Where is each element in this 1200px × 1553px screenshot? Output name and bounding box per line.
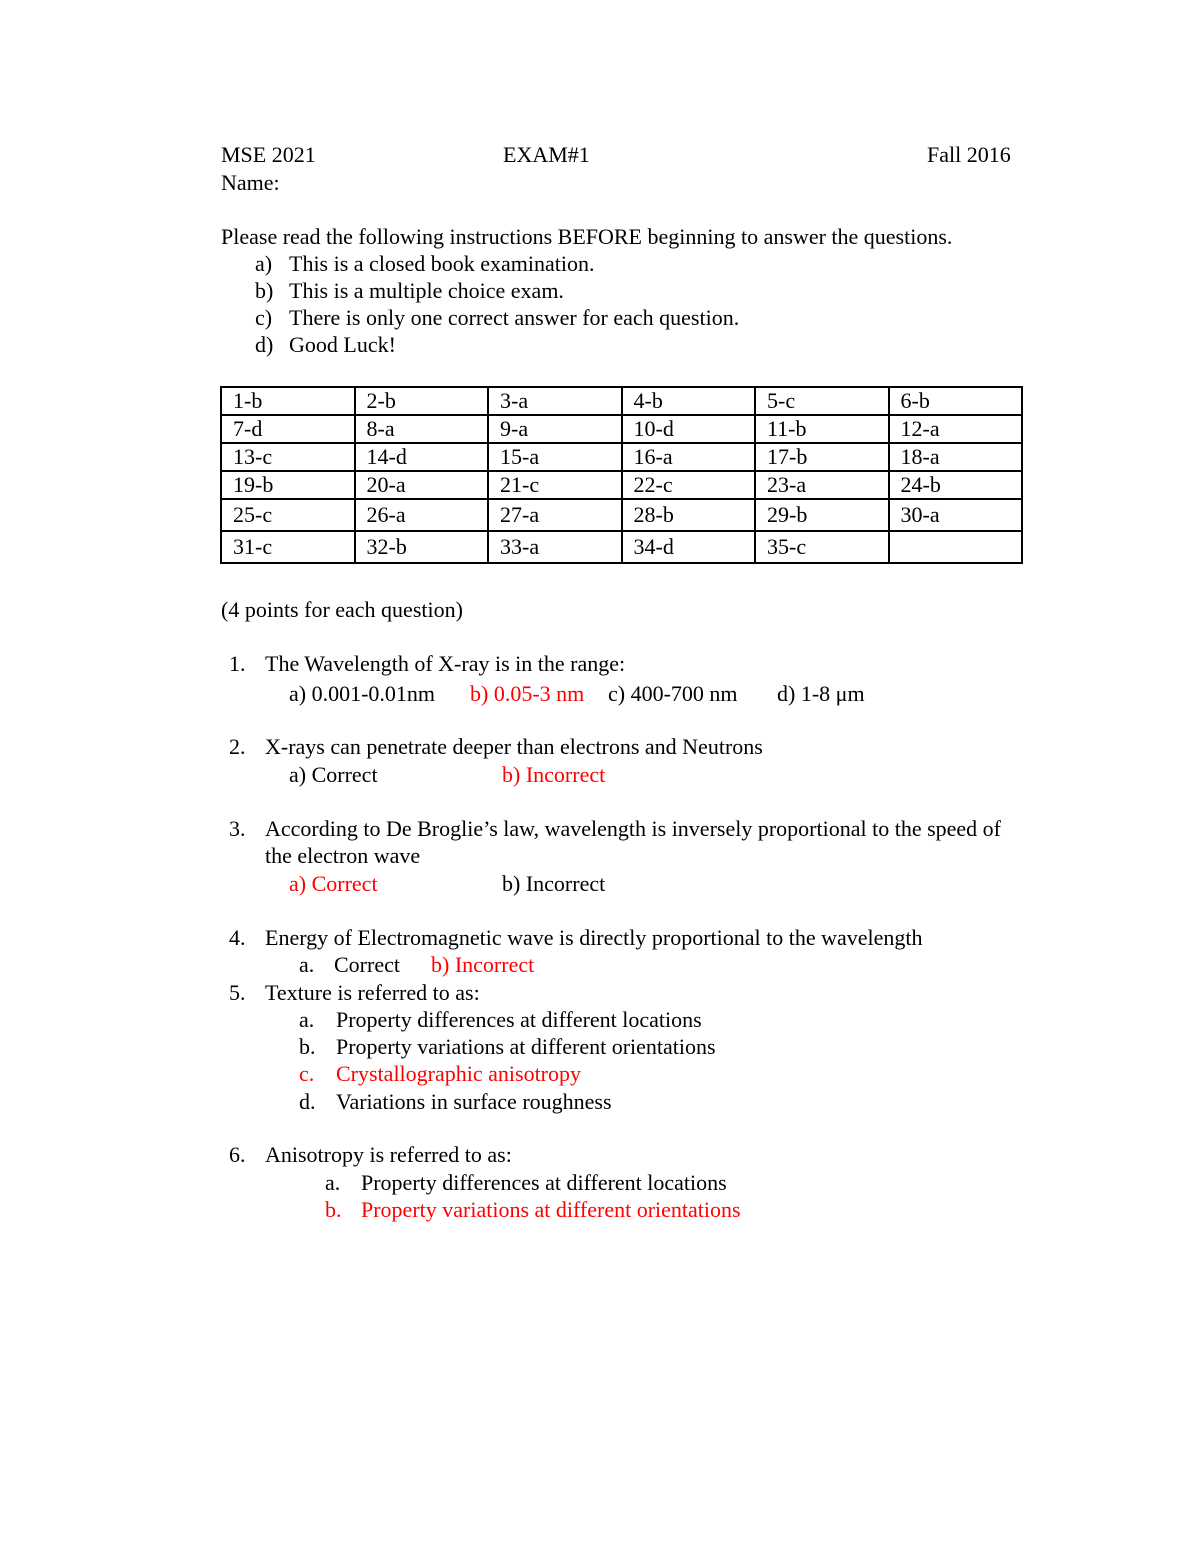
- answer-cell: 19-b: [221, 471, 355, 499]
- name-label: Name:: [221, 170, 280, 195]
- table-row: [221, 471, 1022, 499]
- answer-cell: 8-a: [355, 415, 489, 443]
- table-row: [221, 499, 1022, 531]
- question-text: Anisotropy is referred to as:: [265, 1142, 512, 1167]
- correct-option-text: a) Correct: [289, 871, 378, 896]
- correct-option-text: Crystallographic anisotropy: [336, 1061, 582, 1086]
- answer-cell: 21-c: [488, 471, 622, 499]
- answer-cell: 3-a: [488, 387, 622, 415]
- option-marker: a.: [299, 952, 315, 977]
- answer-cell: 25-c: [221, 499, 355, 531]
- option-text: a) 0.001-0.01nm: [289, 681, 436, 706]
- answer-cell: 34-d: [622, 531, 756, 563]
- correct-option-text: b) Incorrect: [502, 762, 606, 787]
- question-text: Energy of Electromagnetic wave is directly proportional to the wavelength: [265, 925, 923, 950]
- option-marker: b.: [299, 1034, 316, 1059]
- instruction-text: Good Luck!: [289, 332, 396, 357]
- option-text: Variations in surface roughness: [336, 1089, 612, 1114]
- answer-cell: 11-b: [755, 415, 889, 443]
- exam-term: Fall 2016: [927, 142, 1011, 167]
- answer-cell: 32-b: [355, 531, 489, 563]
- answer-cell: 9-a: [488, 415, 622, 443]
- exam-title: EXAM#1: [503, 142, 590, 167]
- question-number: 2.: [229, 734, 246, 759]
- answer-cell: 14-d: [355, 443, 489, 471]
- option-marker: a.: [325, 1170, 341, 1195]
- option-text: Property differences at different locations: [336, 1007, 702, 1032]
- option-text: Property differences at different locations: [361, 1170, 727, 1195]
- answer-cell: 18-a: [889, 443, 1023, 471]
- answer-cell: 16-a: [622, 443, 756, 471]
- option-text: Correct: [334, 952, 400, 977]
- answer-cell: 20-a: [355, 471, 489, 499]
- answer-cell: 15-a: [488, 443, 622, 471]
- option-text: c) 400-700 nm: [608, 681, 738, 706]
- answer-cell: 13-c: [221, 443, 355, 471]
- option-text: Property variations at different orientations: [336, 1034, 716, 1059]
- answer-cell: 22-c: [622, 471, 756, 499]
- answer-cell: 24-b: [889, 471, 1023, 499]
- option-marker: d.: [299, 1089, 316, 1114]
- table-row: [221, 531, 1022, 563]
- instruction-text: This is a closed book examination.: [289, 251, 595, 276]
- instruction-marker: c): [255, 305, 273, 330]
- answer-cell: 28-b: [622, 499, 756, 531]
- question-text: The Wavelength of X-ray is in the range:: [265, 651, 626, 676]
- question-number: 4.: [229, 925, 246, 950]
- question-number: 3.: [229, 816, 246, 841]
- correct-option-text: b) Incorrect: [431, 952, 535, 977]
- question-number: 6.: [229, 1142, 246, 1167]
- table-row: [221, 387, 1022, 415]
- answer-cell: 12-a: [889, 415, 1023, 443]
- instruction-marker: b): [255, 278, 274, 303]
- instruction-text: There is only one correct answer for each question.: [289, 305, 740, 330]
- table-row: [221, 443, 1022, 471]
- correct-option-marker: b.: [325, 1197, 342, 1222]
- question-number: 1.: [229, 651, 246, 676]
- answer-cell: 17-b: [755, 443, 889, 471]
- answer-cell: 5-c: [755, 387, 889, 415]
- correct-option-text: Property variations at different orientations: [361, 1197, 741, 1222]
- answer-cell: 2-b: [355, 387, 489, 415]
- option-text: a) Correct: [289, 762, 378, 787]
- answer-cell: 31-c: [221, 531, 355, 563]
- question-number: 5.: [229, 980, 246, 1005]
- table-row: [221, 415, 1022, 443]
- points-note: (4 points for each question): [221, 597, 463, 622]
- option-marker: a.: [299, 1007, 315, 1032]
- course-code: MSE 2021: [221, 142, 316, 167]
- answer-cell: 6-b: [889, 387, 1023, 415]
- correct-option-marker: c.: [299, 1061, 315, 1086]
- option-text: d) 1-8 μm: [777, 681, 865, 706]
- instruction-marker: d): [255, 332, 274, 357]
- question-text: the electron wave: [265, 843, 421, 868]
- answer-cell: 4-b: [622, 387, 756, 415]
- answer-cell: 7-d: [221, 415, 355, 443]
- instruction-text: This is a multiple choice exam.: [289, 278, 564, 303]
- answer-cell: 1-b: [221, 387, 355, 415]
- answer-cell: [889, 531, 1023, 563]
- answer-cell: 10-d: [622, 415, 756, 443]
- option-text: b) Incorrect: [502, 871, 606, 896]
- answer-cell: 26-a: [355, 499, 489, 531]
- question-text: X-rays can penetrate deeper than electrons and Neutrons: [265, 734, 763, 759]
- question-text: Texture is referred to as:: [265, 980, 480, 1005]
- question-text: According to De Broglie’s law, wavelength is inversely proportional to the speed of: [265, 816, 1002, 841]
- instruction-marker: a): [255, 251, 273, 276]
- answer-cell: 23-a: [755, 471, 889, 499]
- correct-option-text: b) 0.05-3 nm: [470, 681, 585, 706]
- answer-cell: 29-b: [755, 499, 889, 531]
- answer-cell: 35-c: [755, 531, 889, 563]
- answer-key-table: [220, 386, 1023, 564]
- answer-cell: 27-a: [488, 499, 622, 531]
- answer-cell: 30-a: [889, 499, 1023, 531]
- answer-cell: 33-a: [488, 531, 622, 563]
- instructions-intro: Please read the following instructions BEFORE beginning to answer the questions.: [221, 224, 953, 249]
